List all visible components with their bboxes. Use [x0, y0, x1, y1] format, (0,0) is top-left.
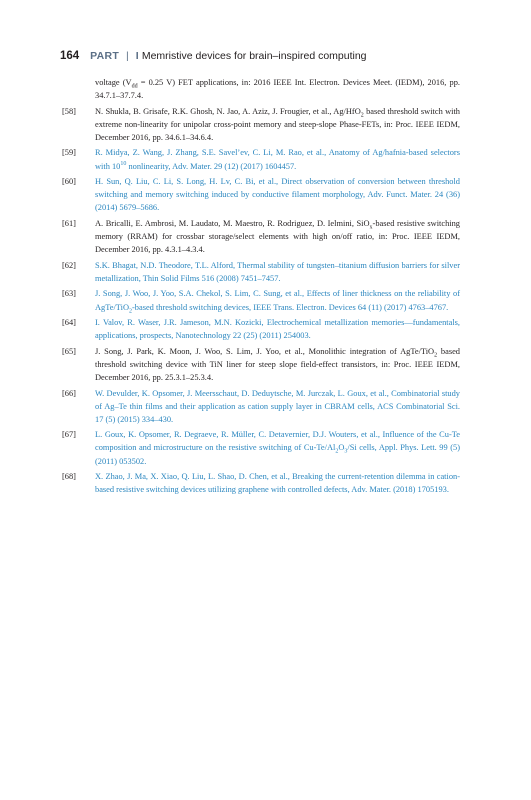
part-number: I — [135, 50, 139, 62]
header-separator: | — [126, 50, 129, 62]
reference-text[interactable]: S.K. Bhagat, N.D. Theodore, T.L. Alford, Thermal stability of tungsten–titanium diffusion barriers for silver metallization, Thin Solid Films 516 (2008) 7451–7457. — [95, 260, 460, 283]
reference-number: [63] — [62, 289, 76, 299]
reference-number: [66] — [62, 388, 76, 398]
reference-number: [67] — [62, 430, 76, 440]
reference-text[interactable]: R. Midya, Z. Wang, J. Zhang, S.E. Savel’ev, C. Li, M. Rao, et al., Anatomy of Ag/hafnia-based selectors with $10^{10}$ nonlinearity, Adv. Mater. 29 (12) (2017) 1604457. — [95, 148, 460, 171]
reference-entry[interactable] — [62, 470, 460, 496]
reference-number: [65] — [62, 346, 76, 356]
reference-text[interactable]: X. Zhao, J. Ma, X. Xiao, Q. Liu, L. Shao, D. Chen, et al., Breaking the current-retention dilemma in cation-based resistive switching devices utilizing graphene with controlled defects, Adv. Mater. (2018) 1705193. — [95, 472, 460, 495]
reference-list — [62, 76, 460, 499]
reference-number: [58] — [62, 106, 76, 116]
reference-number: [60] — [62, 177, 76, 187]
reference-number: [68] — [62, 472, 76, 482]
reference-entry[interactable] — [62, 387, 460, 426]
reference-entry[interactable] — [62, 316, 460, 342]
reference-text[interactable]: L. Goux, K. Opsomer, R. Degraeve, R. Müller, C. Detavernier, D.J. Wouters, et al., Influence of the Cu-Te composition and microstructure on the resistive switching of $Cu-Te/Al_2O_3/Si$ cells, Appl. Phys. Lett. 99 (5) (2011) 053502. — [95, 430, 460, 466]
reference-entry[interactable] — [62, 175, 460, 214]
reference-entry — [62, 217, 460, 256]
book-title: Memristive devices for brain–inspired computing — [141, 50, 367, 62]
reference-text[interactable]: H. Sun, Q. Liu, C. Li, S. Long, H. Lv, C. Bi, et al., Direct observation of conversion between threshold switching and memory switching induced by conductive filament morphology, Adv. Funct. Mater. 24 (36) (2014) 5679–5686. — [95, 177, 460, 213]
reference-number: [62] — [62, 260, 76, 270]
part-label: PART — [90, 50, 120, 62]
reference-text: N. Shukla, B. Grisafe, R.K. Ghosh, N. Jao, A. Aziz, J. Frougier, et al., Ag/HfO$_2$ based threshold switch with extreme non-linearity for unipolar cross-point memory and steep-slope Phase-FETs, in: Proc. IEEE IEDM, December 2016, pp. 34.6.1–34.6.4. — [95, 106, 460, 142]
page-number: 164 — [60, 50, 80, 62]
reference-entry — [62, 105, 460, 144]
reference-entry[interactable] — [62, 146, 460, 172]
reference-entry — [62, 345, 460, 384]
reference-text: A. Bricalli, E. Ambrosi, M. Laudato, M. Maestro, R. Rodriguez, D. Ielmini, SiO$_x$-based resistive switching memory (RRAM) for crossbar storage/select elements with high on/off ratio, in: Proc. IEEE IEDM, December 2016, pp. 4.3.1–4.3.4. — [95, 218, 460, 255]
reference-entry[interactable] — [62, 259, 460, 285]
reference-number: [61] — [62, 218, 76, 228]
reference-entry[interactable] — [62, 428, 460, 467]
reference-text[interactable]: J. Song, J. Woo, J. Yoo, S.A. Chekol, S. Lim, C. Sung, et al., Effects of liner thickness on the reliability of AgTe/TiO$_2$-based threshold switching devices, IEEE Trans. Electron. Devices 64 (11) (2017) 4763–4767. — [95, 289, 460, 315]
reference-text: J. Song, J. Park, K. Moon, J. Woo, S. Lim, J. Yoo, et al., Monolithic integration of AgTe/TiO$_2$ based threshold switching device with TiN liner for steep slope field-effect transistors, in: Proc. IEEE IEDM, December 2016, pp. 25.3.1–25.3.4. — [95, 346, 460, 382]
running-header — [60, 50, 480, 62]
reference-text[interactable]: W. Devulder, K. Opsomer, J. Meersschaut, D. Deduytsche, M. Jurczak, L. Goux, et al., Combinatorial study of Ag–Te thin films and their application as cation supply layer in CBRAM cells, ACS Combinatorial Sci. 17 (5) (2015) 334–430. — [95, 388, 460, 424]
reference-entry[interactable] — [62, 287, 460, 313]
reference-number: [64] — [62, 318, 76, 328]
reference-text[interactable]: I. Valov, R. Waser, J.R. Jameson, M.N. Kozicki, Electrochemical metallization memories—fundamentals, applications, prospects, Nanotechnology 22 (25) (2011) 254003. — [95, 318, 460, 341]
reference-entries — [62, 105, 460, 497]
reference-continuation: voltage ($V_{dd} = 0.25$ V) FET applications, in: 2016 IEEE Int. Electron. Devices Meet. (IEDM), 2016, pp. 34.7.1–37.7.4. — [95, 78, 460, 101]
reference-number: [59] — [62, 148, 76, 158]
